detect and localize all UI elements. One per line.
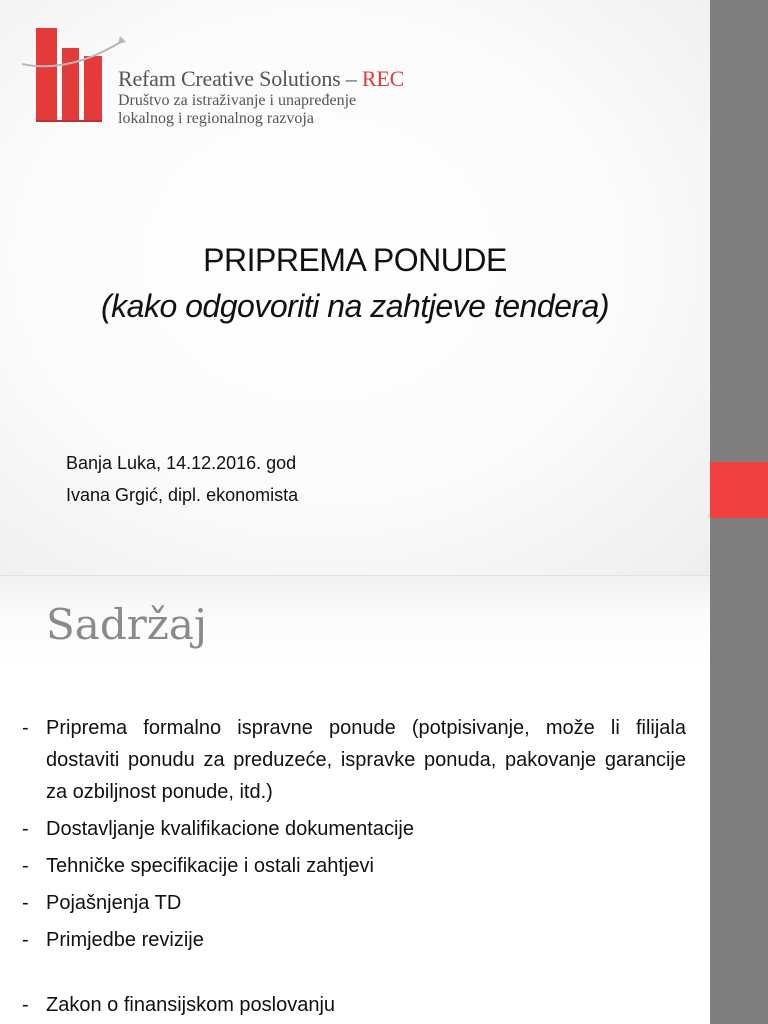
author-name: Ivana Grgić, dipl. ekonomista <box>66 485 299 505</box>
contents-slide <box>0 576 710 1024</box>
list-item <box>22 813 686 845</box>
slide-title: PRIPREMA PONUDE <box>203 242 507 278</box>
list-item <box>22 989 686 1021</box>
bullet-dash: - <box>22 892 29 914</box>
bullet-dash: - <box>22 994 29 1016</box>
logo-company-abbr: REC <box>361 66 405 91</box>
list-item-text: Pojašnjenja TD <box>46 892 182 914</box>
list-item-text: Tehničke specifikacije i ostali zahtjevi <box>46 855 374 877</box>
logo-company-name: Refam Creative Solutions – REC <box>118 66 405 91</box>
slide-subtitle: (kako odgovoriti na zahtjeve tendera) <box>100 288 610 324</box>
logo-subtitle-line1: Društvo za istraživanje i unapređenje <box>118 92 357 109</box>
contents-list <box>22 712 686 1024</box>
contents-heading: Sadržaj <box>46 600 207 649</box>
location-date: Banja Luka, 14.12.2016. god <box>66 453 297 473</box>
list-item-text: Priprema formalno ispravne ponude (potpisivanje, može li filijala dostaviti ponudu za preduzeće, ispravke ponuda, pakovanje garancije za ozbiljnost ponude, itd.) <box>46 717 686 803</box>
logo-subtitle-line2: lokalnog i regionalnog razvoja <box>118 110 314 127</box>
list-item <box>22 850 686 882</box>
bullet-dash: - <box>22 929 29 951</box>
list-item <box>22 887 686 919</box>
bullet-dash: - <box>22 855 29 877</box>
sidebar-accent-block <box>710 462 768 518</box>
list-item-text: Zakon o finansijskom poslovanju <box>46 994 336 1016</box>
list-item-text: Dostavljanje kvalifikacione dokumentacije <box>46 818 414 840</box>
list-item <box>22 924 686 956</box>
logo-bars-icon <box>20 22 130 126</box>
bullet-dash: - <box>22 717 29 739</box>
bullet-dash: - <box>22 818 29 840</box>
company-logo <box>20 22 405 132</box>
list-item <box>22 712 686 808</box>
list-item-text: Primjedbe revizije <box>46 929 204 951</box>
